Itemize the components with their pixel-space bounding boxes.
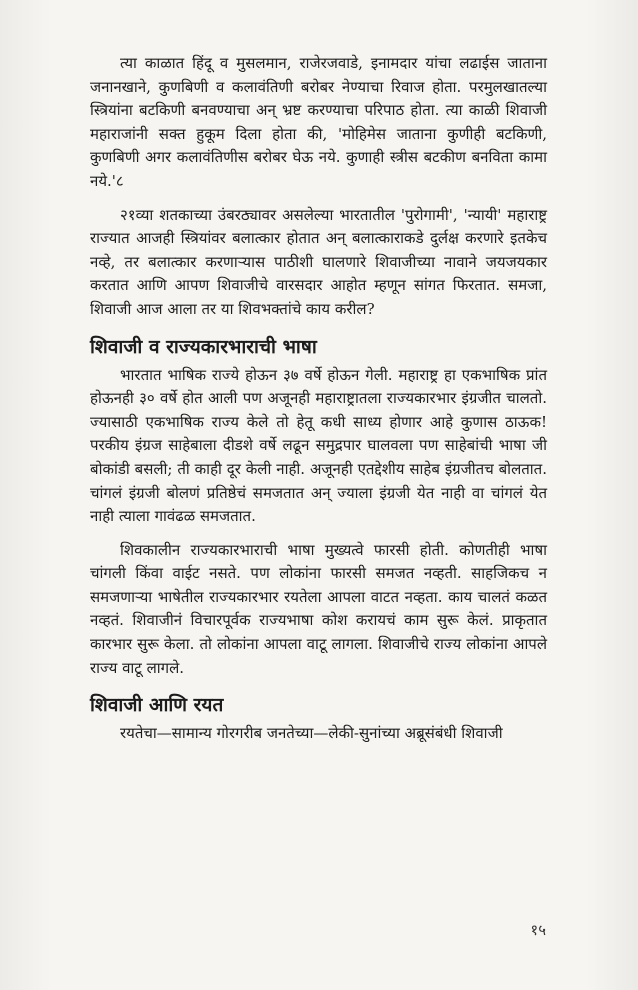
page-body (90, 52, 547, 746)
paragraph-1: त्या काळात हिंदू व मुसलमान, राजेरजवाडे, इनामदार यांचा लढाईस जाताना जनानखाने, कुणबिणी व कलावंतिणी बरोबर नेण्याचा रिवाज होता. परमुलखातल्या स्त्रियांना बटकिणी बनवण्याचा अन् भ्रष्ट करण्याचा परिपाठ होता. त्या काळी शिवाजी महाराजांनी सक्त हुकूम दिला होता की, 'मोहिमेस जाताना कुणीही बटकिणी, कुणबिणी अगर कलावंतिणीस बरोबर घेऊ नये. कुणाही स्त्रीस बटकीण बनविता कामा नये.'८ (90, 54, 547, 190)
paragraph-2: २१व्या शतकाच्या उंबरठ्यावर असलेल्या भारतातील 'पुरोगामी', 'न्यायी' महाराष्ट्र राज्यात आजही स्त्रियांवर बलात्कार होतात अन् बलात्काराकडे दुर्लक्ष करणारे इतकेच नव्हे, तर बलात्कार करणाऱ्यास पाठीशी घालणारे शिवाजीच्या नावाने जयजयकार करतात आणि आपण शिवाजीचे वारसदार आहोत म्हणून सांगत फिरतात. समजा, शिवाजी आज आला तर या शिवभक्तांचे काय करील? (90, 205, 547, 318)
paragraph-5: रयतेचा—सामान्य गोरगरीब जनतेच्या—लेकी-सुनांच्या अब्रूसंबंधी शिवाजी (120, 724, 503, 743)
page-number: १५ (530, 921, 546, 939)
paragraph-4: शिवकालीन राज्यकारभाराची भाषा मुख्यत्वे फारसी होती. कोणतीही भाषा चांगली किंवा वाईट नसते. पण लोकांना फारसी समजत नव्हती. साहजिकच न समजणाऱ्या भाषेतील राज्यकारभार रयतेला आपला वाटत नव्हता. काय चालतं कळत नव्हतं. शिवाजीनं विचारपूर्वक राज्यभाषा कोश करायचं काम सुरू केलं. प्राकृतात कारभार सुरू केला. तो लोकांना आपला वाटू लागला. शिवाजीचे राज्य लोकांना आपले राज्य वाटू लागले. (90, 540, 547, 677)
paragraph-gap (90, 194, 547, 204)
paragraph-gap (90, 529, 547, 539)
section-heading-language: शिवाजी व राज्यकारभाराची भाषा (90, 335, 317, 358)
section-heading-rayat: शिवाजी आणि रयत (90, 694, 224, 717)
paragraph-3: भारतात भाषिक राज्ये होऊन ३७ वर्षे होऊन गेली. महाराष्ट्र हा एकभाषिक प्रांत होऊनही ३० वर्षे होत आली पण अजूनही महाराष्ट्रातला राज्यकारभार इंग्रजीत चालतो. ज्यासाठी एकभाषिक राज्य केले तो हेतू कधी साध्य होणार आहे कुणास ठाऊक! परकीय इंग्रज साहेबाला दीडशे वर्षे लढून समुद्रपार घालवला पण साहेबांची भाषा जी बोकांडी बसली; ती काही दूर केली नाही. अजूनही एतद्देशीय साहेब इंग्रजीतच बोलतात. चांगलं इंग्रजी बोलणं प्रतिष्ठेचं समजतात अन् ज्याला इंग्रजी येत नाही वा चांगलं येत नाही त्याला गावंढळ समजतात. (90, 365, 547, 526)
